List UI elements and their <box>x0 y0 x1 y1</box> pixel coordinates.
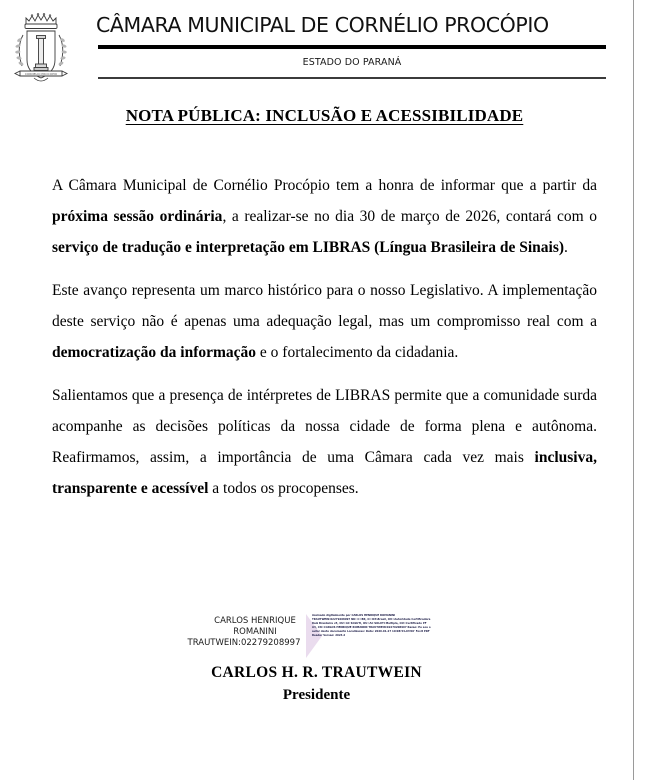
document-title-text: NOTA PÚBLICA: INCLUSÃO E ACESSIBILIDADE <box>125 106 524 125</box>
cert-name-line-3: TRAUTWEIN:02279208997 <box>187 638 301 648</box>
paragraph <box>52 275 597 368</box>
document-body <box>52 170 597 504</box>
cert-name-line-1: CARLOS HENRIQUE <box>214 616 296 626</box>
body-text: A Câmara Municipal de Cornélio Procópio tem a honra de informar que a partir da <box>52 177 597 194</box>
body-text: . <box>564 239 568 256</box>
body-text: a todos os procopenses. <box>208 480 359 497</box>
signature-certificate-name <box>187 616 320 649</box>
emphasis-text: democratização da informação <box>52 344 257 361</box>
paragraph <box>52 380 597 504</box>
state-subtitle: ESTADO DO PARANÁ <box>302 57 402 68</box>
signature-block <box>0 612 633 706</box>
emphasis-text: próxima sessão ordinária <box>52 208 223 225</box>
signer-role: Presidente <box>282 687 351 703</box>
header-rule-thin <box>98 77 606 79</box>
emphasis-text: inclusiva, transparente e acessível <box>52 449 597 497</box>
svg-text:CORNELIO PROCOPIO: CORNELIO PROCOPIO <box>24 72 58 76</box>
signature-certificate-metadata: Assinado digitalmente por CARLOS HENRIQUE ROMANINI TRAUTWEIN:02279208997 ND: C=BR, O=ICP-Brasil, OU=Autoridade Certificadora Raiz Brasileira v5, OU=AC SOLUTI, OU=AC SOLUTI Multipla, OU=Certificado PF A3, CN=CARLOS HENRIQUE ROMANINI TRAUTWEIN:02279208997 Razao: Eu sou o autor deste documento Localizacao: Data: 2026.01.27 10:08:54-03'00' Foxit PDF Reader Versao: 2024.2 <box>312 614 431 637</box>
page-border-right <box>633 0 634 780</box>
coat-of-arms-icon <box>8 8 74 88</box>
cert-name-line-2: ROMANINI <box>233 627 277 637</box>
document-header <box>0 0 633 92</box>
institution-title: CÂMARA MUNICIPAL DE CORNÉLIO PROCÓPIO <box>96 13 549 37</box>
body-text: Salientamos que a presença de intérpretes de LIBRAS permite que a comunidade surda acompanhe as decisões políticas da nossa cidade de forma plena e autônoma. Reafirmamos, assim, a importância de uma Câmara cada vez mais <box>52 387 597 466</box>
header-rule-thick <box>98 45 606 49</box>
body-text: e o fortalecimento da cidadania. <box>256 344 459 361</box>
emphasis-text: serviço de tradução e interpretação em LIBRAS (Língua Brasileira de Sinais) <box>52 239 565 256</box>
paragraph <box>52 170 597 263</box>
body-text: , a realizar-se no dia 30 de março de 2026, contará com o <box>222 208 597 225</box>
digital-signature-stamp <box>187 612 443 660</box>
body-text: Este avanço representa um marco histórico para o nosso Legislativo. A implementação deste serviço não é apenas uma adequação legal, mas um compromisso real com a <box>52 282 597 330</box>
document-title <box>52 106 597 126</box>
signer-name: CARLOS H. R. TRAUTWEIN <box>211 664 422 681</box>
